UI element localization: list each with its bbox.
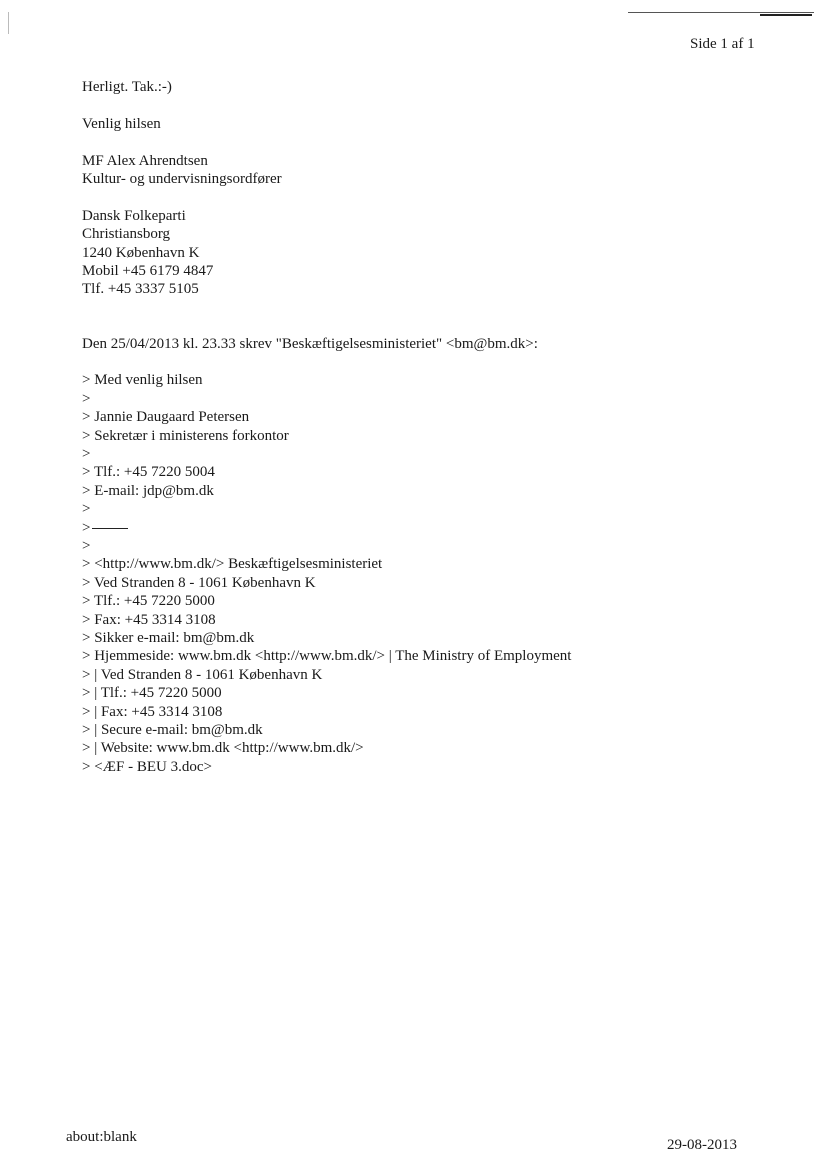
quoted-line: > Hjemmeside: www.bm.dk <http://www.bm.dk/> | The Ministry of Employment [82,648,572,665]
quoted-line: > [82,501,91,518]
quoted-line: > [82,390,91,407]
quote-header: Den 25/04/2013 kl. 23.33 skrev "Beskæftigelsesministeriet" <bm@bm.dk>: [82,335,538,352]
quoted-line: > | Tlf.: +45 7220 5000 [82,685,222,702]
quoted-separator-line: > [82,519,571,537]
footer-url: about:blank [66,1129,137,1145]
page-number: Side 1 af 1 [690,36,755,52]
quoted-line: > Jannie Daugaard Petersen [82,409,250,426]
email-body [82,78,571,776]
signature-mobile: Mobil +45 6179 4847 [82,262,214,279]
signature-address-1: Christiansborg [82,226,171,243]
footer-date: 29-08-2013 [667,1137,737,1153]
top-rule [628,12,814,13]
top-rule-dark [760,14,812,16]
quoted-line: > | Ved Stranden 8 - 1061 København K [82,666,323,683]
signature-org: Dansk Folkeparti [82,207,186,224]
reply-line: Herligt. Tak.:-) [82,79,172,95]
quoted-line: > E-mail: jdp@bm.dk [82,482,214,499]
signature-name: MF Alex Ahrendtsen [82,152,208,169]
quoted-line: > Sikker e-mail: bm@bm.dk [82,629,255,646]
quoted-line: > Fax: +45 3314 3108 [82,611,216,628]
quoted-line: > Sekretær i ministerens forkontor [82,427,289,444]
quoted-line: > | Secure e-mail: bm@bm.dk [82,721,263,738]
quoted-line: > Tlf.: +45 7220 5000 [82,593,215,610]
quoted-line: > Med venlig hilsen [82,372,203,389]
signature-phone: Tlf. +45 3337 5105 [82,281,199,298]
quoted-line: > | Fax: +45 3314 3108 [82,703,223,720]
separator-rule [92,528,128,529]
signature-address-2: 1240 København K [82,244,200,261]
scan-edge-mark [8,12,9,34]
quoted-line: > [82,537,91,554]
quoted-line: > | Website: www.bm.dk <http://www.bm.dk/> [82,740,364,757]
quoted-line: > Ved Stranden 8 - 1061 København K [82,574,316,591]
quoted-line: > Tlf.: +45 7220 5004 [82,464,215,481]
reply-greeting: Venlig hilsen [82,115,161,132]
quoted-attachment-line: > <ÆF - BEU 3.doc> [82,758,212,775]
quoted-line: > <http://www.bm.dk/> Beskæftigelsesministeriet [82,556,383,573]
quoted-line: > [82,446,91,463]
signature-role: Kultur- og undervisningsordfører [82,170,282,187]
